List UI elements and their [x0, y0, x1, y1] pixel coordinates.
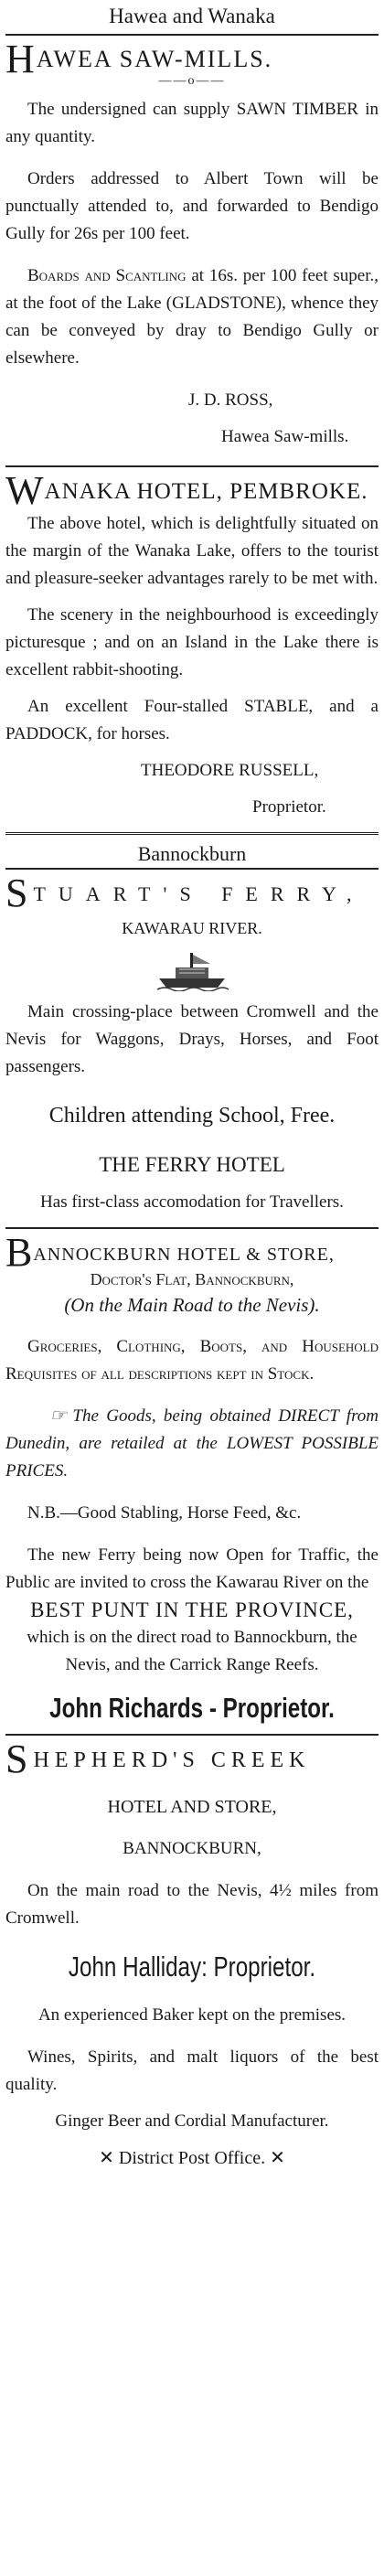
ad-stuarts-ferry: [5, 871, 379, 1216]
drop-initial: B: [5, 1230, 34, 1275]
subheading: BANNOCKBURN,: [123, 1839, 261, 1858]
punt-heading: BEST PUNT IN THE PROVINCE,: [30, 1598, 354, 1621]
post-office-text: District Post Office.: [118, 2148, 266, 2168]
divider: [5, 465, 379, 467]
paragraph-text: at 16s. per 100 feet super., at the foot of the Lake (GLADSTONE), whence they can be conveyed by dray to Bendigo Gully or elsewhere.: [5, 266, 379, 368]
signature-title: Proprietor.: [252, 797, 326, 817]
paragraph: An excellent Four-stalled STABLE, and a PADDOCK, for horses.: [5, 697, 379, 743]
paragraph: N.B.—Good Stabling, Horse Feed, &c.: [27, 1503, 302, 1523]
paragraph: Groceries, Clothing, Boots, and Household Requisites of all descriptions kept in Stock.: [5, 1337, 379, 1384]
cross-icon: ✕: [270, 2148, 285, 2168]
paragraph: [5, 262, 379, 372]
subheading: KAWARAU RIVER.: [122, 919, 262, 937]
heading-text: ANAKA HOTEL, PEMBROKE.: [44, 479, 368, 504]
drop-initial: S: [5, 871, 34, 915]
paragraph: The above hotel, which is delightfully situated on the margin of the Wanaka Lake, offers to the tourist and pleasure-seeker advantages rarely to be met with.: [5, 514, 379, 588]
address-line: Doctor's Flat, Bannockburn,: [90, 1270, 294, 1288]
heading-text: AWEA SAW-MILLS.: [36, 46, 273, 72]
school-notice: Children attending School, Free.: [48, 1104, 336, 1128]
subheading: HOTEL AND STORE,: [107, 1797, 277, 1817]
section-title-hawea-wanaka: Hawea and Wanaka: [109, 5, 275, 27]
road-line: (On the Main Road to the Nevis).: [64, 1294, 320, 1316]
post-office-line: [5, 2144, 379, 2172]
proprietor-heading: John Halliday: Proprietor.: [68, 1951, 316, 1983]
paragraph: The new Ferry being now Open for Traffic, the Public are invited to cross the Kawarau River on the: [5, 1545, 379, 1592]
signature-name: THEODORE RUSSELL,: [141, 761, 319, 780]
divider: [5, 34, 379, 36]
proprietor-heading: John Richards - Proprietor.: [49, 1692, 335, 1724]
paragraph: The scenery in the neighbourhood is exceedingly picturesque ; and on an Island in the Lake there is excellent rabbit-shooting.: [5, 605, 379, 679]
ad-heading: [5, 1737, 379, 1781]
ad-hawea-saw-mills: [5, 37, 379, 451]
ad-bannockburn-hotel: [5, 1230, 379, 1728]
heading-text: ANNOCKBURN HOTEL & STORE,: [33, 1245, 335, 1265]
paragraph-text: The Goods, being obtained DIRECT from Dunedin, are retailed at the LOWEST POSSIBLE PRICES.: [5, 1406, 379, 1480]
paragraph: Main crossing-place between Cromwell and the Nevis for Waggons, Drays, Horses, and Foot passengers.: [5, 1002, 379, 1076]
paragraph: Wines, Spirits, and malt liquors of the best quality.: [5, 2047, 379, 2094]
section-title-bannockburn: Bannockburn: [137, 842, 247, 865]
heading-text: TUART'S FERRY,: [33, 882, 365, 905]
ad-shepherds-creek: [5, 1737, 379, 2172]
signature-name: J. D. ROSS,: [188, 390, 273, 410]
drop-initial: W: [5, 468, 45, 513]
divider: [5, 1227, 379, 1229]
heading-text: HEPHERD'S CREEK: [33, 1748, 311, 1772]
paragraph: which is on the direct road to Bannockburn, the Nevis, and the Carrick Range Reefs.: [27, 1628, 357, 1674]
small-caps-text: Boards and Scantling: [27, 266, 187, 285]
ad-heading: [5, 871, 379, 915]
ad-heading: [5, 468, 379, 513]
hotel-name: THE FERRY HOTEL: [99, 1153, 285, 1176]
divider: [5, 868, 379, 870]
drop-initial: S: [5, 1737, 34, 1781]
paragraph: Ginger Beer and Cordial Manufacturer.: [55, 2111, 329, 2131]
paragraph: [5, 1403, 379, 1485]
paragraph: On the main road to the Nevis, 4½ miles from Cromwell.: [5, 1881, 379, 1928]
cross-icon: ✕: [99, 2148, 114, 2168]
paragraph: The undersigned can supply SAWN TIMBER in any quantity.: [5, 100, 379, 146]
drop-initial: H: [5, 37, 37, 81]
ferry-boat-icon: [155, 951, 229, 991]
paragraph: An experienced Baker kept on the premises.: [37, 2005, 347, 2025]
paragraph: Orders addressed to Albert Town will be punctually attended to, and forwarded to Bendigo Gully for 26s per 100 feet.: [5, 169, 379, 243]
ad-wanaka-hotel: [5, 468, 379, 821]
pointing-hand-icon: ☞: [49, 1406, 68, 1426]
ad-heading: [5, 37, 379, 81]
signature-place: Hawea Saw-mills.: [221, 427, 349, 446]
divider: [5, 1734, 379, 1736]
hotel-description: Has first-class accomodation for Travellers.: [40, 1192, 344, 1212]
ornament: ——o——: [158, 74, 226, 88]
divider-double: [5, 832, 379, 838]
